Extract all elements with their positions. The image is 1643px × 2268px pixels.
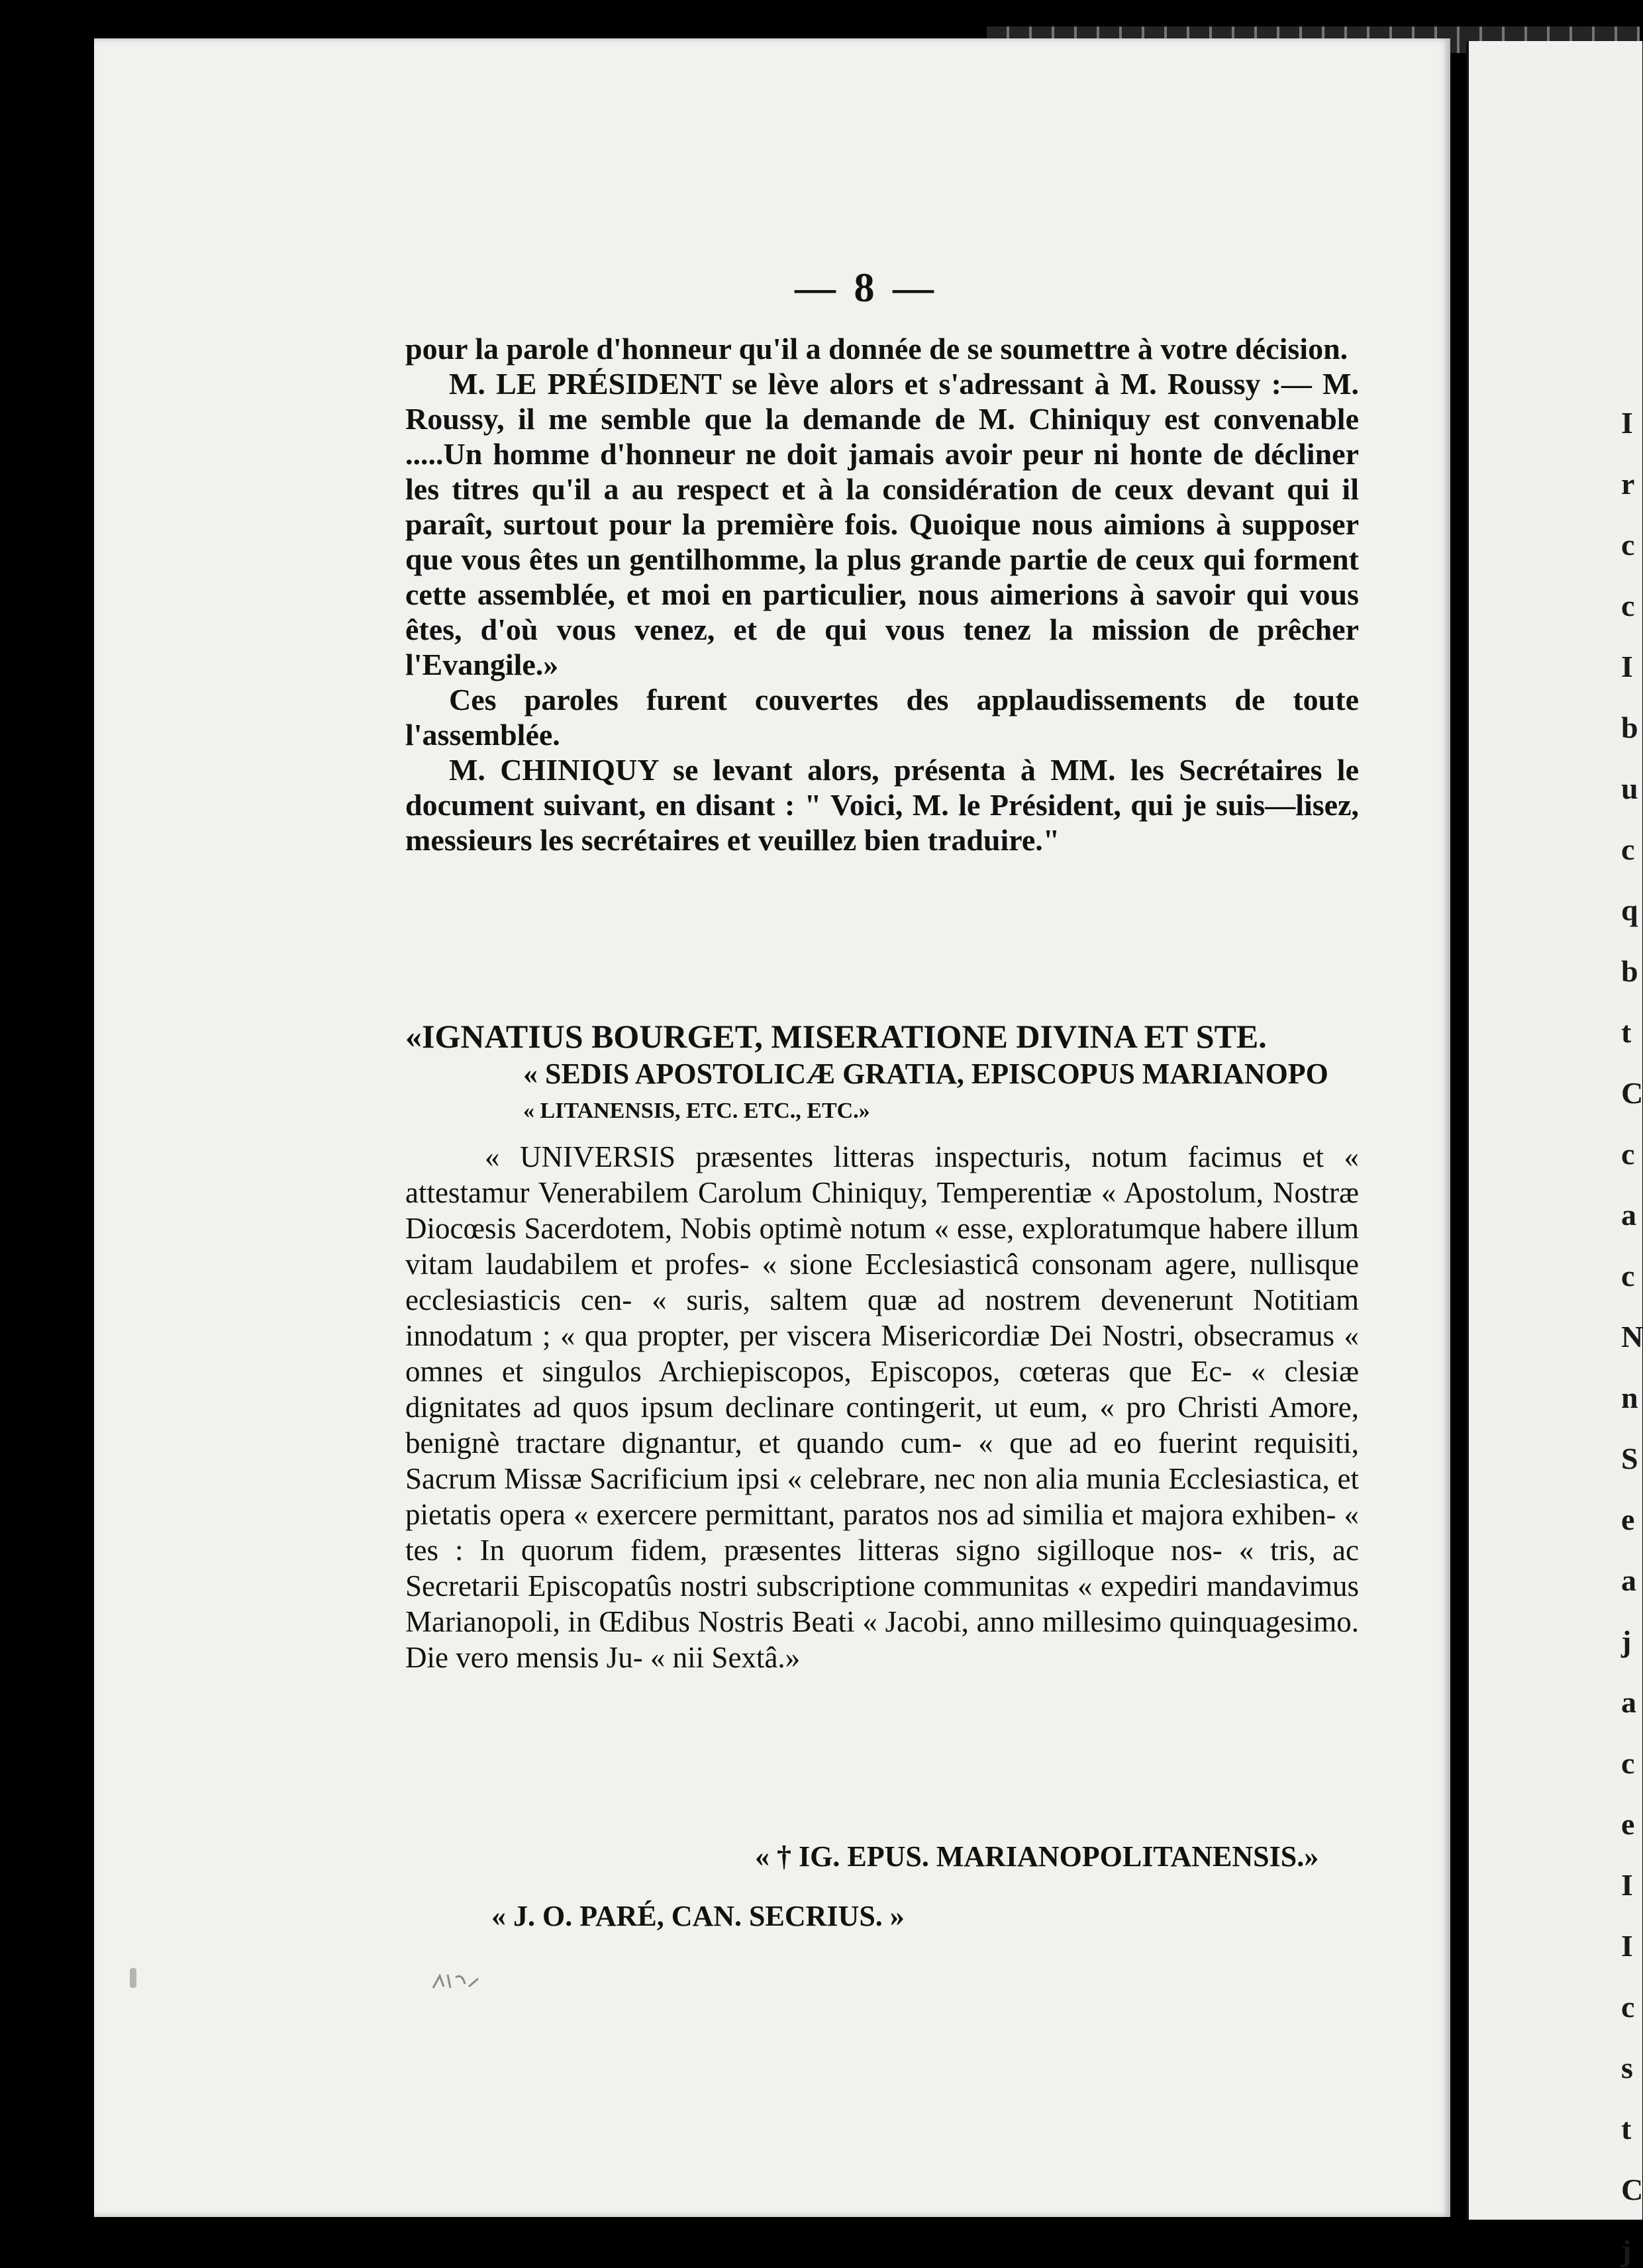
paragraph-1: pour la parole d'honneur qu'il a donnée de se soumettre à votre décision. [405, 332, 1348, 366]
heading-line-2: « SEDIS APOSTOLICÆ GRATIA, EPISCOPUS MARIANOPO [523, 1058, 1328, 1090]
facing-letter: a [1621, 1685, 1636, 1719]
facing-letter: e [1621, 1503, 1635, 1536]
facing-letter: c [1621, 589, 1635, 622]
heading-line-3: « LITANENSIS, ETC. ETC., ETC.» [523, 1099, 870, 1123]
facing-letter: c [1621, 528, 1635, 562]
latin-text: « UNIVERSIS præsentes litteras inspecturis, notum facimus et « attestamur Venerabilem Carolum Chiniquy, Temperentiæ « Apostolum, Nostræ Diocœsis Sacerdotem, Nobis optimè notum « esse, exploratumque habere illum vitam laudabilem et profes- « sione Ecclesiasticâ consonam agere, nullisque ecclesiasticis cen- « suris, saltem quæ ad nostrem devenerunt Notitiam innodatum ; « qua propter, per viscera Misericordiæ Dei Nostri, obsecramus « omnes et singulos Archiepiscopos, Episcopos, cœteras que Ec- « clesiæ dignitates ad quos ipsum declinare contingerit, ut eum, « pro Christi Amore, benignè tractare dignantur, et quando cum- « que ad eo fuerint requisiti, Sacrum Missæ Sacrificium ipsi « celebrare, nec non alia munia Ecclesiastica, et pietatis opera « exercere permittant, paratos nos ad similia et majora exhiben- « tes : In quorum fidem, præsentes litteras signo sigilloque nos- « tris, ac Secretarii Episcopatûs nostri subscriptione communitas « expediri mandavimus Marianopoli, in Œdibus Nostris Beati « Jacobi, anno millesimo quinquagesimo. Die vero mensis Ju- « nii Sextâ.» [405, 1140, 1359, 1674]
facing-letter: e [1621, 1807, 1635, 1841]
facing-letter: I [1621, 1868, 1633, 1902]
facing-letter: b [1621, 954, 1638, 988]
facing-page-strip [1466, 41, 1643, 2267]
ink-mark-icon [430, 1968, 483, 1995]
facing-letter: c [1621, 1746, 1635, 1780]
facing-page-text [1475, 41, 1643, 2267]
facing-letter: r [1621, 467, 1635, 501]
page-number: — 8 — [795, 266, 938, 311]
facing-letter: c [1621, 832, 1635, 866]
facing-letter: I [1621, 1929, 1633, 1963]
paper-blemish [130, 1968, 136, 1988]
facing-letter: C [1621, 2173, 1643, 2206]
facing-letter: b [1621, 711, 1638, 744]
facing-letter: t [1621, 2112, 1632, 2145]
bishop-signature: « † IG. EPUS. MARIANOPOLITANENSIS.» [755, 1840, 1319, 1873]
facing-letter: N [1621, 1320, 1643, 1354]
facing-letter: C [1621, 1076, 1643, 1110]
facing-letter: j [1621, 2234, 1632, 2267]
paragraph-3: Ces paroles furent couvertes des applaudissements de toute l'assemblée. [405, 683, 1359, 752]
facing-letter: t [1621, 1015, 1632, 1049]
document-heading [405, 1017, 1359, 1130]
facing-letter: c [1621, 1259, 1635, 1293]
facing-letter: I [1621, 406, 1633, 440]
facing-letter: c [1621, 1990, 1635, 2024]
facing-letter: c [1621, 1137, 1635, 1171]
facing-letter: S [1621, 1442, 1638, 1475]
facing-letter: s [1621, 2051, 1633, 2085]
facing-letter: u [1621, 771, 1638, 805]
secretary-signature: « J. O. PARÉ, CAN. SECRIUS. » [491, 1900, 905, 1932]
latin-certificate [405, 1139, 1359, 1675]
body-text [405, 331, 1359, 858]
facing-letter: I [1621, 650, 1633, 683]
facing-letter: j [1621, 1624, 1632, 1658]
facing-letter: q [1621, 893, 1638, 927]
paragraph-4: M. CHINIQUY se levant alors, présenta à MM. les Secrétaires le document suivant, en disant : " Voici, M. le Président, qui je suis—lisez, messieurs les secrétaires et veuillez bien traduire." [405, 753, 1359, 857]
facing-letter: a [1621, 1563, 1636, 1597]
heading-line-1: «IGNATIUS BOURGET, MISERATIONE DIVINA ET STE. [405, 1018, 1267, 1055]
paragraph-2: M. LE PRÉSIDENT se lève alors et s'adressant à M. Roussy :— M. Roussy, il me semble que la demande de M. Chiniquy est convenable .....Un homme d'honneur ne doit jamais avoir peur ni honte de décliner les titres qu'il a au respect et à la considération de ceux devant qui il paraît, surtout pour la première fois. Quoique nous aimions à supposer que vous êtes un gentilhomme, la plus grande partie de ceux qui forment cette assemblée, et moi en particulier, nous aimerions à savoir qui vous êtes, d'où vous venez, et de qui vous tenez la mission de prêcher l'Evangile.» [405, 367, 1359, 681]
facing-letter: n [1621, 1381, 1638, 1414]
facing-letter: a [1621, 1198, 1636, 1232]
